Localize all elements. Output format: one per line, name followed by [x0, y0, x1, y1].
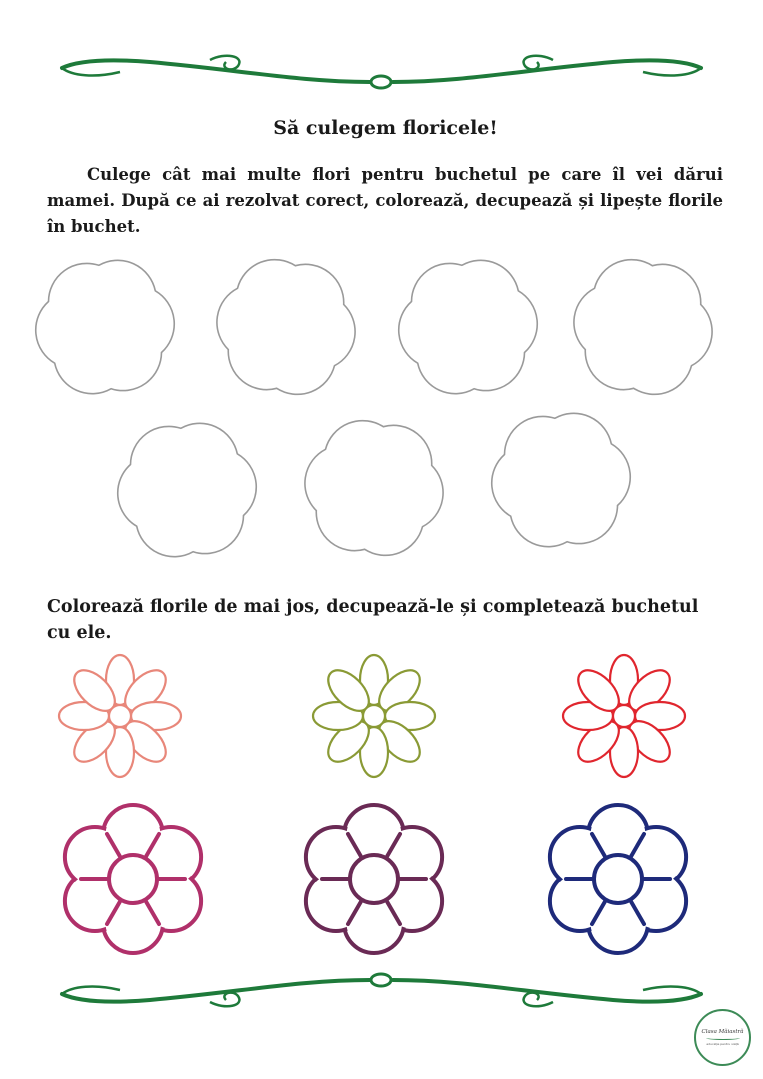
intro-paragraph: Culege cât mai multe flori pentru buchetul pe care îl vei dărui mamei. După ce ai rezolvat corect, colorează, decupează și lipește florile în buchet.: [47, 165, 723, 236]
daisy-flower-icon: [563, 655, 685, 777]
round-flower-icon: [306, 805, 442, 953]
round-flower-icon: [550, 805, 686, 953]
logo-title: Clasa Măiastră: [701, 1029, 744, 1035]
instruction-paragraph: Colorează florile de mai jos, decupează-le și completează buchetul cu ele.: [47, 597, 699, 643]
logo-hills-icon: [706, 1036, 740, 1040]
round-flower-icon: [65, 805, 201, 953]
bottom-ornament-icon: [0, 962, 763, 1022]
logo: [694, 1009, 751, 1066]
page-title: Să culegem floricele!: [273, 117, 498, 139]
daisy-flower-icon: [59, 655, 181, 777]
daisy-flower-icon: [313, 655, 435, 777]
scroll-flourish-icon: [62, 974, 701, 1006]
logo-subtitle: educație pentru viață: [706, 1042, 739, 1046]
